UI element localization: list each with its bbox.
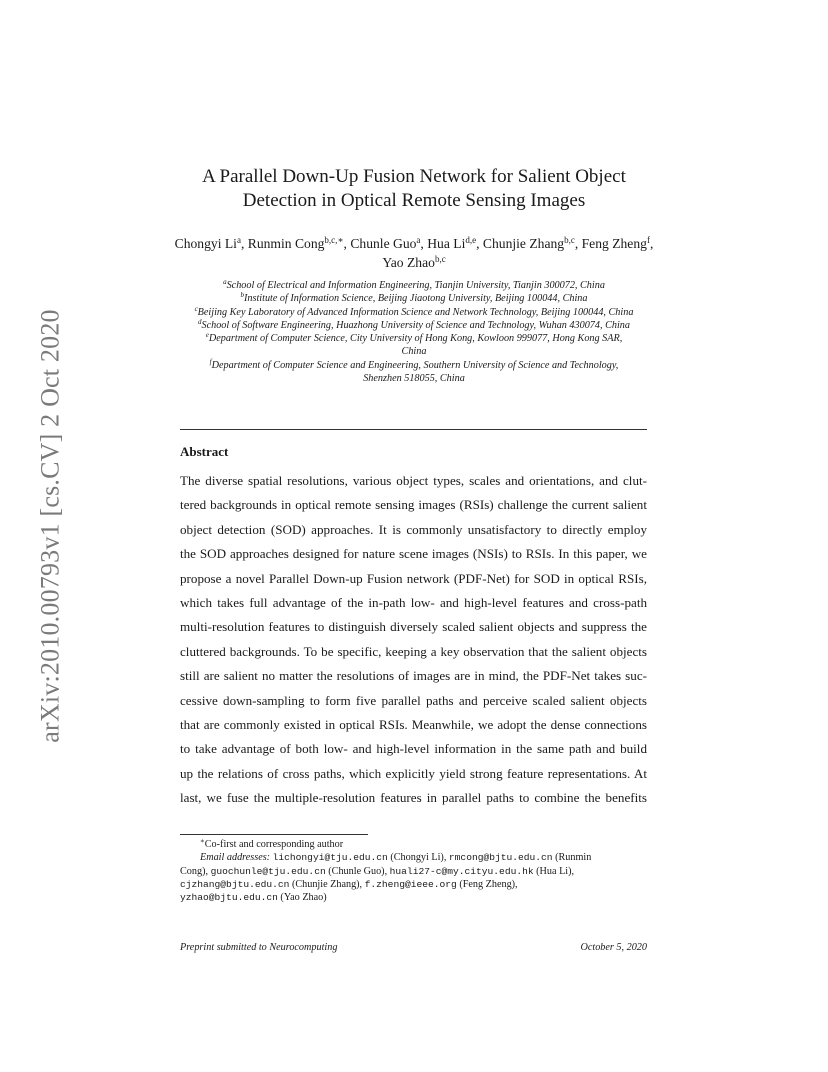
email-owner: (Chunjie Zhang), [289, 878, 365, 890]
footnote-emails-line [180, 865, 647, 878]
abstract-line: that are commonly existed in optical RSIs. Meanwhile, we adopt the dense connections [180, 717, 647, 733]
affiliation-mark: a [223, 278, 227, 286]
affiliation [150, 332, 678, 345]
email-owner: (Feng Zheng), [456, 878, 518, 890]
footnote-emails-line [180, 878, 647, 891]
footnote-marker: ∗ [200, 837, 205, 845]
author-separator: , [343, 236, 351, 251]
abstract-line: cluttered backgrounds. To be specific, keeping a key observation that the salient objects [180, 643, 647, 659]
preprint-note: Preprint submitted to Neurocomputing [180, 942, 338, 953]
affiliation-mark: b [240, 291, 244, 300]
affiliation [150, 292, 678, 305]
abstract-body [180, 469, 647, 811]
email-owner: (Chunle Guo), [325, 865, 390, 877]
author-separator: , [240, 236, 248, 251]
arxiv-identifier [36, 291, 66, 761]
email-address[interactable]: cjzhang@bjtu.edu.cn [180, 878, 290, 890]
author-separator: , [420, 236, 428, 251]
preprint-date: October 5, 2020 [580, 942, 647, 953]
email-address[interactable]: yzhao@bjtu.edu.cn [180, 892, 278, 904]
affiliation-mark: c [194, 304, 198, 313]
author-affil-mark: a [416, 235, 421, 245]
affiliation [150, 319, 678, 332]
abstract-heading: Abstract [180, 444, 229, 459]
email-address[interactable]: huali27-c@my.cityu.edu.hk [389, 865, 534, 877]
abstract-line: still are salient no matter the resolutions of images are in mind, the PDF-Net takes suc- [180, 668, 647, 684]
abstract-line: up the relations of cross paths, which explicitly yield strong feature representations. At [180, 765, 647, 781]
affiliation-list [150, 279, 678, 385]
email-owner: (Yao Zhao) [277, 892, 327, 904]
affiliation [150, 345, 678, 358]
abstract-top-rule [180, 429, 647, 430]
email-address[interactable]: f.zheng@ieee.org [364, 878, 457, 890]
abstract-line: tered backgrounds in optical remote sensing images (RSIs) challenge the current salient [180, 497, 647, 513]
email-address[interactable]: lichongyi@tju.edu.cn [272, 852, 388, 864]
email-label: Email addresses: [200, 852, 271, 864]
abstract-line: the SOD approaches designed for nature scene images (NSIs) to RSIs. In this paper, we [180, 546, 647, 562]
author-name: Chunle Guo [350, 236, 417, 251]
abstract-line: last, we fuse the multiple-resolution features in parallel paths to combine the benefits [180, 790, 647, 806]
email-address[interactable]: guochunle@tju.edu.cn [210, 865, 326, 877]
footnote [180, 838, 647, 904]
footnote-emails-line [180, 851, 647, 864]
abstract-line: which takes full advantage of the in-path low- and high-level features and cross-path [180, 595, 647, 611]
email-owner: Cong), [180, 865, 211, 877]
author-name: Hua Li [427, 236, 466, 251]
abstract-line: cessive down-sampling to form five parallel paths and perceive scaled salient objects [180, 692, 647, 708]
affiliation-text: Shenzhen 518055, China [363, 373, 465, 385]
author-list [170, 234, 658, 272]
footnote-emails-line [180, 891, 647, 904]
affiliation-text: Department of Computer Science and Engineering, Southern University of Science and Technology, [211, 359, 619, 371]
author-separator: , [574, 236, 582, 251]
author-affil-mark: d,e [465, 235, 477, 245]
affiliation-mark: e [205, 331, 209, 340]
author-name: Runmin Cong [247, 236, 325, 251]
affiliation-text: Department of Computer Science, City University of Hong Kong, Kowloon 999077, Hong Kong SAR, [208, 333, 623, 345]
abstract-line: object detection (SOD) approaches. It is commonly unsatisfactory to directly employ [180, 521, 647, 537]
affiliation-text: School of Software Engineering, Huazhong University of Science and Technology, Wuhan 430074, China [201, 319, 630, 331]
arxiv-identifier-text: arXiv:2010.00793v1 [cs.CV] 2 Oct 2020 [36, 309, 65, 743]
footnote-corresponding [180, 838, 647, 851]
author-name: Chongyi Li [174, 236, 237, 251]
author-separator: , [476, 236, 483, 251]
email-owner: (Chongyi Li), [387, 852, 449, 864]
author-affil-mark: b,c,∗ [324, 235, 344, 245]
author-affil-mark: a [236, 235, 241, 245]
abstract-line: The diverse spatial resolutions, various object types, scales and orientations, and clut- [180, 473, 647, 488]
abstract-line: multi-resolution features to distinguish diversely scaled salient objects and suppress the [180, 619, 647, 635]
affiliation [150, 279, 678, 292]
author-separator: , [649, 236, 654, 251]
author-affil-mark: b,c [434, 254, 446, 264]
affiliation [150, 372, 678, 385]
abstract-line: to take advantage of both low- and high-level information in the same path and build [180, 741, 647, 757]
author-affil-mark: b,c [564, 235, 575, 245]
affiliation-mark: f [209, 357, 212, 366]
footnote-rule [180, 834, 368, 835]
affiliation-text: China [401, 346, 427, 358]
affiliation-text: School of Electrical and Information Engineering, Tianjin University, Tianjin 300072, China [226, 280, 605, 291]
email-address[interactable]: rmcong@bjtu.edu.cn [448, 852, 553, 864]
title-line-1: A Parallel Down-Up Fusion Network for Salient Object [202, 166, 626, 187]
author-name: Feng Zheng [581, 236, 647, 251]
affiliation-text: Beijing Key Laboratory of Advanced Information Science and Network Technology, Beijing 100044, China [197, 306, 634, 318]
footnote-corresponding-text: Co-first and corresponding author [204, 839, 344, 850]
author-name: Chunjie Zhang [482, 236, 565, 251]
affiliation-mark: d [198, 317, 202, 326]
email-owner: (Hua Li), [533, 865, 575, 877]
paper-title [150, 165, 678, 213]
email-owner: (Runmin [552, 852, 592, 864]
affiliation-text: Institute of Information Science, Beijing Jiaotong University, Beijing 100044, China [244, 293, 588, 305]
affiliation [150, 359, 678, 372]
abstract-line: propose a novel Parallel Down-up Fusion network (PDF-Net) for SOD in optical RSIs, [180, 570, 647, 586]
affiliation [150, 306, 678, 319]
title-line-2: Detection in Optical Remote Sensing Images [242, 190, 586, 211]
author-affil-mark: f [646, 235, 650, 245]
author-name: Yao Zhao [382, 255, 435, 270]
